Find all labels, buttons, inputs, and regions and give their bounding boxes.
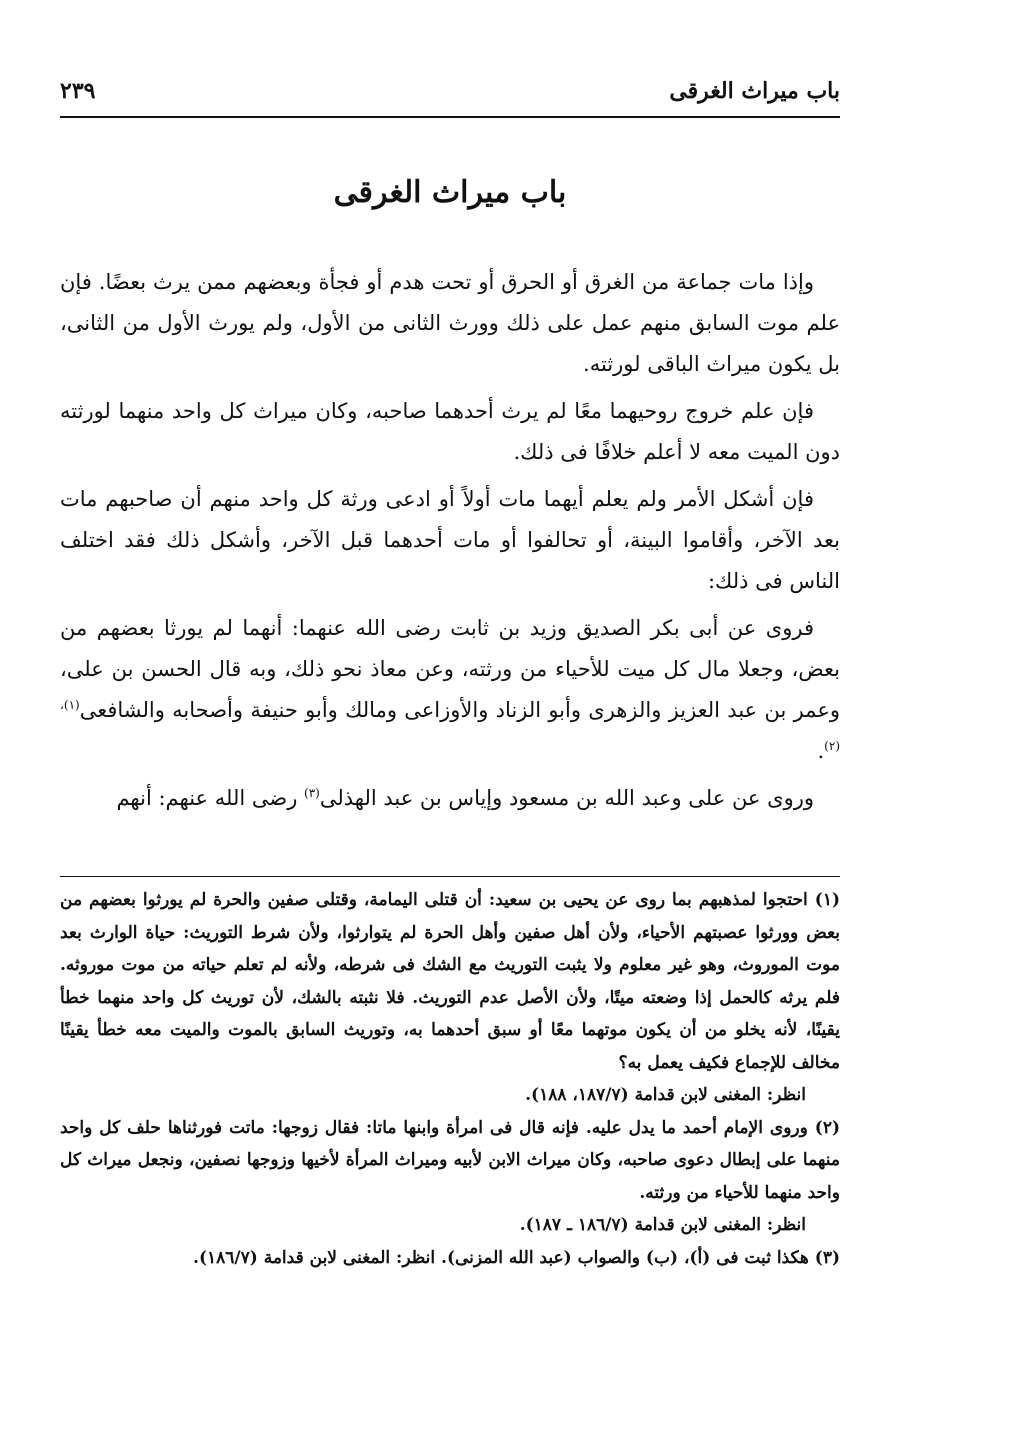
paragraph: فإن أشكل الأمر ولم يعلم أيهما مات أولاً أو ادعى ورثة كل واحد منهم أن صاحبهم مات بعد الآخر، وأقاموا البينة، أو تحالفوا أو مات أحدهما قبل الآخر، وأشكل ذلك فقد اختلف الناس فى ذلك: (60, 487, 840, 593)
footnote-rule (60, 876, 840, 877)
footnote-number: (١) (814, 890, 840, 910)
paragraph: وإذا مات جماعة من الغرق أو الحرق أو تحت هدم أو فجأة وبعضهم ممن يرث بعضًا. فإن علم موت السابق منهم عمل على ذلك وورث الثانى من الأول، ولم يورث الأول من الثانى، بل يكون ميراث الباقى لورثته. (60, 270, 840, 376)
footnote-2 (60, 1112, 840, 1210)
paragraph (60, 778, 840, 819)
paragraph: فإن علم خروج روحيهما معًا لم يرث أحدهما صاحبه، وكان ميراث كل واحد منهما لورثته دون الميت معه لا أعلم خلافًا فى ذلك. (60, 399, 840, 464)
footnote-reference: انظر: المغنى لابن قدامة (١٨٦/٧ ـ ١٨٧). (519, 1215, 806, 1235)
footnote-text: احتجوا لمذهبهم بما روى عن يحيى بن سعيد: أن قتلى اليمامة، وقتلى صفين والحرة لم يورثوا بعضهم من بعض وورثوا عصبتهم الأحياء، ولأن أهل صفين وأهل الحرة لم يتوارثوا، ولأن شرط التوريث: حياة الوارث بعد موت الموروث، وهو غير معلوم ولا يثبت التوريث مع الشك فى شرطه، ولأنه لم تعلم حياته من موت موروثه. فلم يرثه كالحمل إذا وضعته ميتًا، ولأن الأصل عدم التوريث. فلا نثبته بالشك، لأن توريث كل واحد منهما خطأ يقينًا، لأنه يخلو من أن يكون موتهما معًا أو سبق أحدهما به، وتوريث السابق بالموت والميت معه خطأ يقينًا مخالف للإجماع فكيف يعمل به؟ (60, 890, 840, 1073)
footnote-marks: (١)، (٢) (60, 698, 840, 753)
footnotes (60, 884, 840, 1274)
paragraph-text: فروى عن أبى بكر الصديق وزيد بن ثابت رضى الله عنهما: أنهما لم يورثا بعضهم من بعض، وجعلا مال كل ميت للأحياء من ورثته، وعن معاذ نحو ذلك، وبه قال الحسن بن على، وعمر بن عبد العزيز والزهرى وأبو الزناد والأوزاعى ومالك وأبو حنيفة وأصحابه والشافعى (60, 616, 840, 722)
footnote-3 (60, 1242, 840, 1275)
footnote-text: وروى الإمام أحمد ما يدل عليه. فإنه قال فى امرأة وابنها ماتا: فقال زوجها: ماتت فورثناها حلف كل واحد منهما على إبطال دعوى صاحبه، وكان ميراث الابن لأبيه وميراث المرأة لأخيها وزوجها نصفين، ونجعل ميراث كل واحد منهما للأحياء من ورثته. (60, 1117, 840, 1203)
footnote-1 (60, 884, 840, 1079)
running-title: باب ميراث الغرقى (669, 78, 840, 104)
paragraph-text-end: رضى الله عنهم: أنهم (116, 786, 305, 810)
footnote-mark: (٣) (304, 786, 320, 800)
footnote-number: (٢) (814, 1117, 840, 1138)
main-text (60, 262, 840, 825)
footnote-number: (٣) (814, 1247, 840, 1268)
paragraph (60, 608, 840, 772)
page-header (60, 78, 840, 114)
header-rule (60, 116, 840, 118)
paragraph-text: وروى عن على وعبد الله بن مسعود وإياس بن عبد الهذلى (319, 786, 814, 810)
chapter-title: باب ميراث الغرقى (333, 175, 567, 210)
footnote-text: هكذا ثبت فى (أ)، (ب) والصواب (عبد الله المزنى). انظر: المغنى لابن قدامة (١٨٦/٧). (193, 1247, 809, 1268)
footnote-reference: انظر: المغنى لابن قدامة (١٨٧/٧، ١٨٨). (525, 1085, 806, 1105)
page-number: ٢٣٩ (60, 78, 96, 104)
paragraph-end: . (817, 739, 825, 763)
